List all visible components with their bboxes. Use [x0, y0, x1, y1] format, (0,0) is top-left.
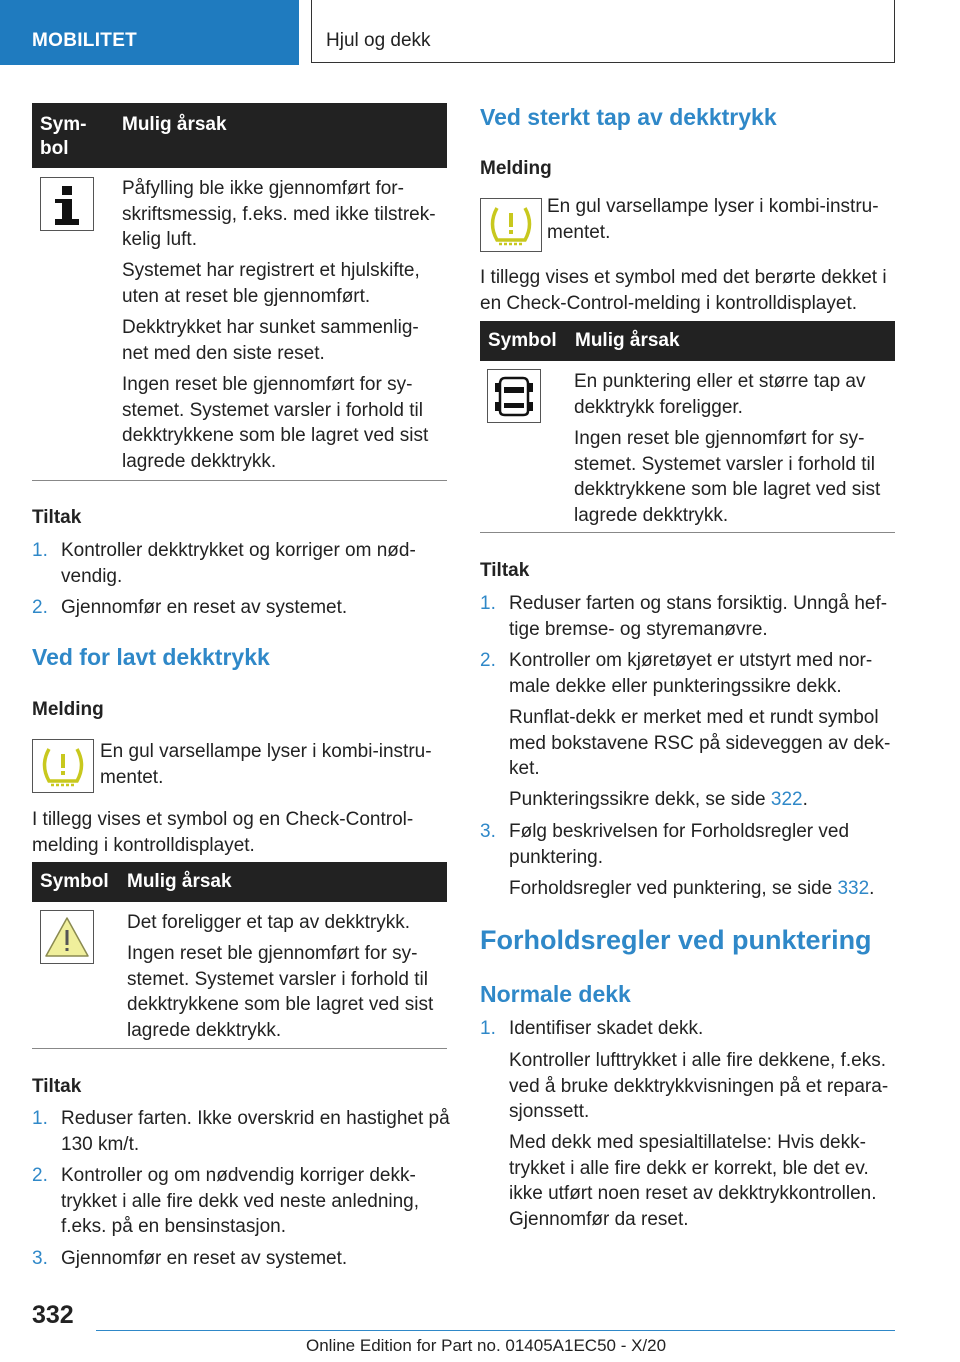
header-section-tab — [0, 0, 299, 65]
tiltak2-item-2: Kontroller og om nødvendig korriger dekk- trykket i alle fire dekk ved neste anledning, f.eks. på en bensinstasjon. — [61, 1165, 420, 1237]
tiltak1-num-2: 2. — [32, 597, 48, 618]
tiltak1-item-2: Gjennomfør en reset av systemet. — [61, 597, 348, 618]
tiltak3-num-1: 1. — [480, 593, 496, 614]
section-low-pressure-lamp-text: En gul varsellampe lyser i kombi-instru- mentet. — [100, 741, 432, 788]
tiltak2-num-1: 1. — [32, 1108, 48, 1129]
tiltak1-title: Tiltak — [32, 507, 82, 528]
table1-reason-3: Dekktrykket har sunket sammenlig- net med den siste reset. — [122, 317, 419, 364]
section-puncture-subtitle: Normale dekk — [480, 981, 631, 1007]
table2-col2: Mulig årsak — [127, 871, 232, 892]
puncture-item-1-sub2: Med dekk med spesialtillatelse: Hvis dekk- trykket i alle fire dekk er korrekt, ble det ev. ikke utført noen reset av dekktrykkontrollen. Gjennomfør da reset. — [509, 1132, 877, 1230]
header-section-label: MOBILITET — [32, 30, 138, 51]
puncture-item-1: Identifiser skadet dekk. — [509, 1018, 704, 1039]
tiltak3-item-3-ref: Forholdsregler ved punktering, se side 332. — [509, 878, 875, 899]
section-low-pressure-title: Ved for lavt dekktrykk — [32, 644, 270, 670]
tiltak3-item-2-ref: Punkteringssikre dekk, se side 322. — [509, 789, 808, 810]
section-puncture-title: Forholdsregler ved punktering — [480, 925, 872, 955]
tiltak1-num-1: 1. — [32, 540, 48, 561]
footer-edition: Online Edition for Part no. 01405A1EC50 - X/20 — [306, 1336, 667, 1355]
tiltak2-item-3: Gjennomfør en reset av systemet. — [61, 1248, 348, 1269]
tiltak3-num-3: 3. — [480, 821, 496, 842]
table3-reason-2: Ingen reset ble gjennomført for sy- stemet. Systemet varsler i forhold til dekktrykkene som ble lagret ved sist lagrede dekktrykk. — [574, 428, 881, 526]
section-high-loss-melding: Melding — [480, 158, 552, 179]
tiltak1-item-1: Kontroller dekktrykket og korriger om nød- vendig. — [61, 540, 416, 587]
section-low-pressure-melding: Melding — [32, 699, 104, 720]
page-number: 332 — [32, 1301, 74, 1329]
table1-col1-line1: Sym- — [40, 114, 87, 135]
header-chapter-label: Hjul og dekk — [326, 30, 431, 51]
section-high-loss-title: Ved sterkt tap av dekktrykk — [480, 104, 777, 130]
table3-col1: Symbol — [488, 330, 557, 351]
tiltak2-num-2: 2. — [32, 1165, 48, 1186]
puncture-item-1-sub1: Kontroller lufttrykket i alle fire dekkene, f.eks. ved å bruke dekktrykkvisningen på et repara- sjonssett. — [509, 1050, 889, 1122]
puncture-num-1: 1. — [480, 1018, 496, 1039]
tiltak3-item-2-runflat: Runflat-dekk er merket med et rundt symbol med bokstavene RSC på sideveggen av dek- ket. — [509, 707, 891, 779]
section-high-loss-extra: I tillegg vises et symbol med det berørte dekket i en Check-Control-melding i kontrolldisplayet. — [480, 267, 887, 314]
table1-bottom-rule — [32, 480, 447, 481]
table2-col1: Symbol — [40, 871, 109, 892]
tiltak3-item-3: Følg beskrivelsen for Forholdsregler ved punktering. — [509, 821, 850, 868]
table1-reason-2: Systemet har registrert et hjulskifte, uten at reset ble gjennomført. — [122, 260, 420, 307]
section-low-pressure-extra: I tillegg vises et symbol og en Check-Control- melding i kontrolldisplayet. — [32, 809, 414, 856]
table3-reason-1: En punktering eller et større tap av dekktrykk foreligger. — [574, 371, 866, 418]
car-tire-icon — [487, 369, 541, 423]
warning-triangle-icon — [40, 910, 94, 964]
tiltak2-item-1: Reduser farten. Ikke overskrid en hastighet på 130 km/t. — [61, 1108, 450, 1155]
tiltak3-item-1: Reduser farten og stans forsiktig. Unngå hef- tige bremse- og styremanøvre. — [509, 593, 888, 640]
table3-bottom-rule — [480, 532, 895, 533]
tiltak3-item-2: Kontroller om kjøretøyet er utstyrt med nor- male dekke eller punkteringssikre dekk. — [509, 650, 873, 697]
tire-pressure-warning-lamp-icon — [32, 739, 94, 793]
table1-reason-4: Ingen reset ble gjennomført for sy- stemet. Systemet varsler i forhold til dekktrykkene som ble lagret ved sist lagrede dekktrykk. — [122, 374, 429, 472]
table1-header — [32, 103, 447, 168]
tiltak2-title: Tiltak — [32, 1076, 82, 1097]
info-icon — [40, 177, 94, 231]
table1-col1-line2: bol — [40, 138, 69, 159]
tiltak3-num-2: 2. — [480, 650, 496, 671]
tire-pressure-warning-lamp-icon — [480, 198, 542, 252]
tiltak2-num-3: 3. — [32, 1248, 48, 1269]
table3-header — [480, 321, 895, 361]
table2-header — [32, 862, 447, 902]
header-chapter-box — [311, 0, 895, 63]
table2-reason-1: Det foreligger et tap av dekktrykk. — [127, 912, 411, 933]
tiltak3-title: Tiltak — [480, 560, 530, 581]
table3-col2: Mulig årsak — [575, 330, 680, 351]
table2-reason-2: Ingen reset ble gjennomført for sy- stemet. Systemet varsler i forhold til dekktrykkene som ble lagret ved sist lagrede dekktrykk. — [127, 943, 434, 1041]
page-link-322[interactable]: 322 — [770, 789, 803, 810]
page-link-332[interactable]: 332 — [837, 878, 870, 899]
footer-rule — [96, 1330, 895, 1331]
section-high-loss-lamp-text: En gul varsellampe lyser i kombi-instru- mentet. — [547, 196, 879, 243]
table1-reason-1: Påfylling ble ikke gjennomført for- skriftsmessig, f.eks. med ikke tilstrek- kelig luft. — [122, 178, 436, 250]
table2-bottom-rule — [32, 1048, 447, 1049]
table1-col2: Mulig årsak — [122, 114, 227, 135]
